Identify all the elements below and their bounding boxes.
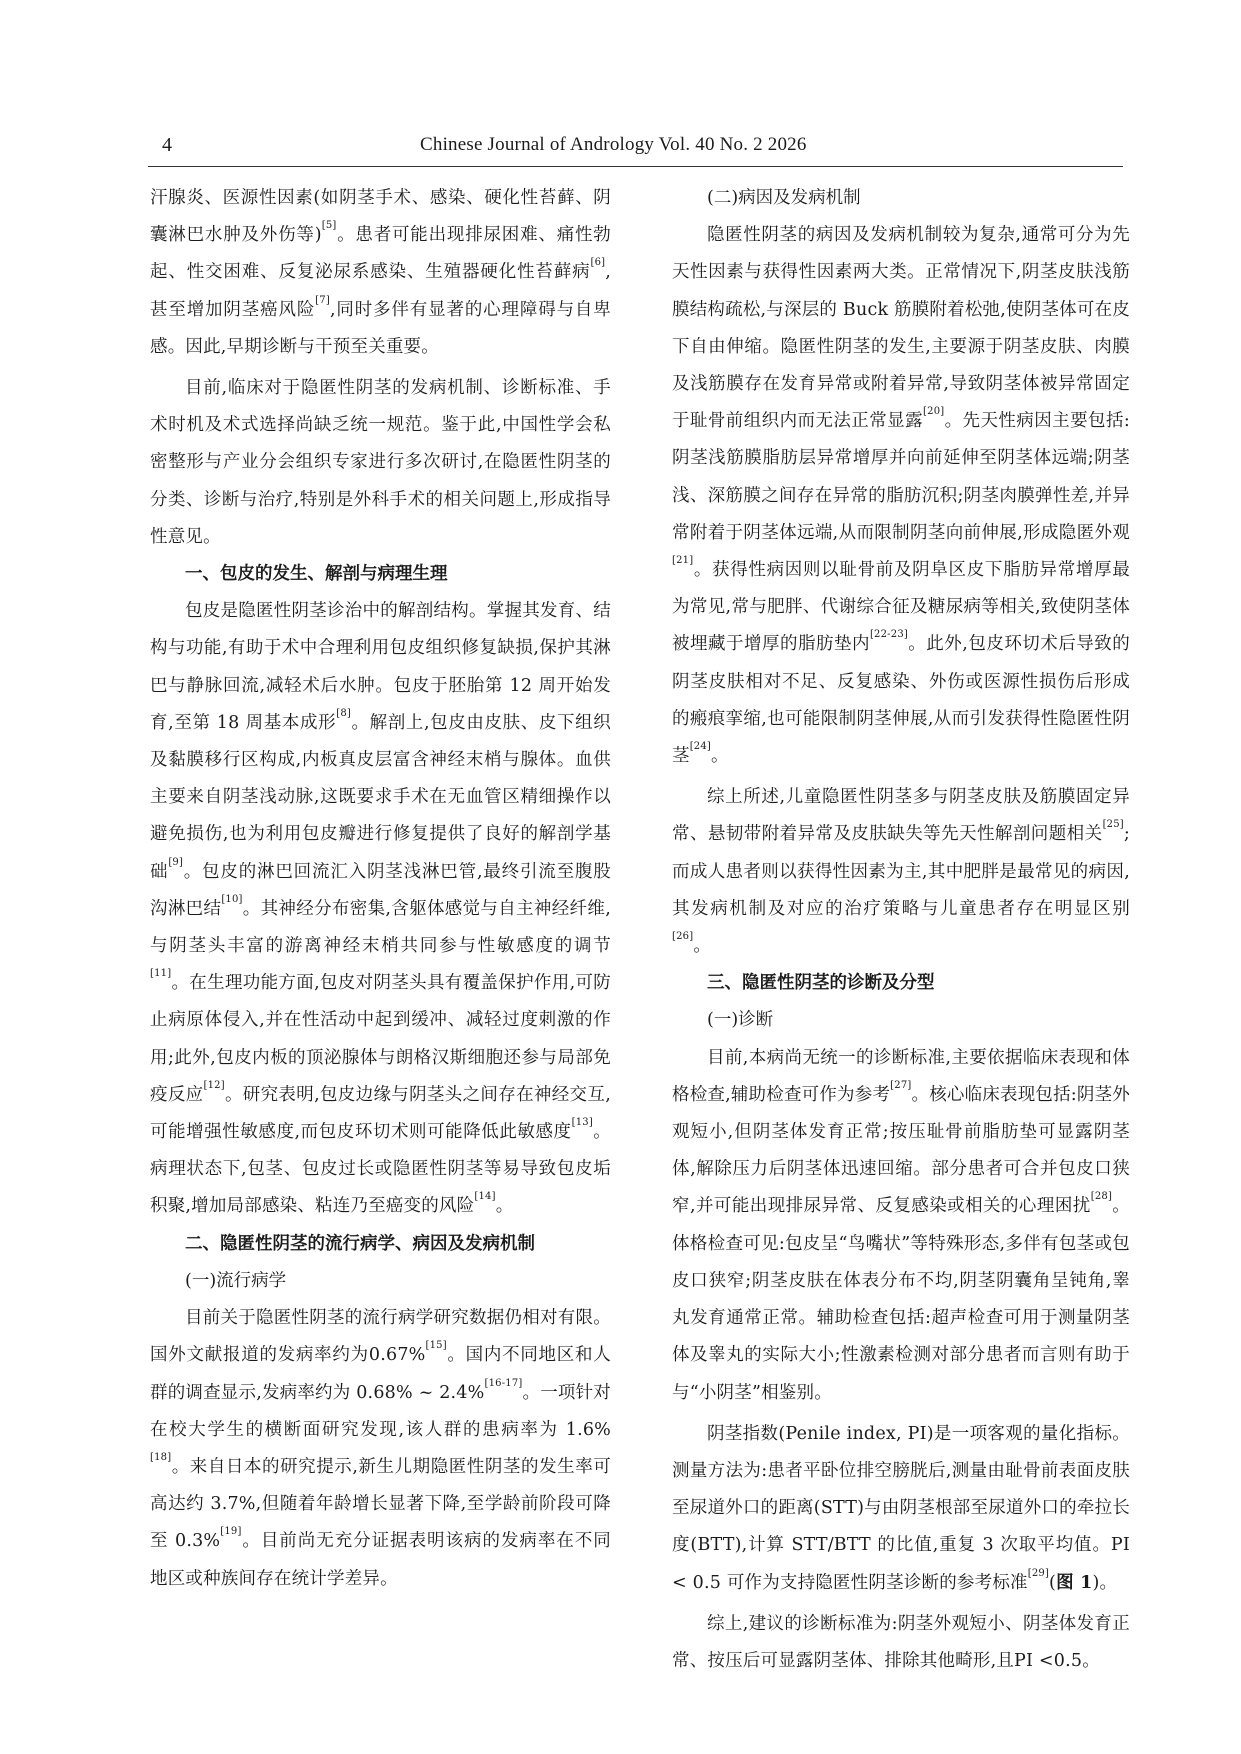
subsection-heading: (一)诊断 bbox=[707, 1010, 774, 1031]
subsection-heading: (一)流行病学 bbox=[185, 1270, 287, 1291]
page-number: 4 bbox=[162, 134, 172, 156]
paragraph: 综上,建议的诊断标准为:阴茎外观短小、阴茎体发育正常、按压后可显露阴茎体、排除其他畸形,且PI <0.5。 bbox=[672, 1613, 1130, 1671]
citation: [15] bbox=[425, 1340, 447, 1352]
citation: [20] bbox=[923, 406, 945, 418]
figure-reference[interactable]: 图 1 bbox=[1056, 1572, 1093, 1593]
citation: [14] bbox=[474, 1191, 496, 1203]
citation: [10] bbox=[221, 893, 243, 905]
citation: [19] bbox=[220, 1526, 242, 1538]
citation: [21] bbox=[672, 555, 694, 567]
citation: [16-17] bbox=[484, 1377, 523, 1389]
citation: [22-23] bbox=[869, 629, 908, 641]
citation: [5] bbox=[321, 220, 337, 232]
paragraph: 目前,本病尚无统一的诊断标准,主要依据临床表现和体格检查,辅助检查可作为参考[27]。核心临床表现包括:阴茎外观短小,但阴茎体发育正常;按压耻骨前脂肪垫可显露阴茎体,解除压力后阴茎体迅速回缩。部分患者可合并包皮口狭窄,并可能出现排尿异常、反复感染或相关的心理困扰[28]。体格检查可见:包皮呈“鸟嘴状”等特殊形态,多伴有包茎或包皮口狭窄;阴茎皮肤在体表分布不均,阴茎阴囊角呈钝角,睾丸发育通常正常。辅助检查包括:超声检查可用于测量阴茎体及睾丸的实际大小;性激素检测对部分患者而言则有助于与“小阴茎”相鉴别。 bbox=[672, 1047, 1130, 1403]
journal-title: Chinese Journal of Andrology Vol. 40 No. 2 2026 bbox=[420, 134, 807, 155]
citation: [26] bbox=[672, 931, 694, 943]
citation: [7] bbox=[315, 294, 330, 306]
paragraph: 隐匿性阴茎的病因及发病机制较为复杂,通常可分为先天性因素与获得性因素两大类。正常情况下,阴茎皮肤浅筋膜结构疏松,与深层的 Buck 筋膜附着松弛,使阴茎体可在皮下自由伸缩。隐匿性阴茎的发生,主要源于阴茎皮肤、肉膜及浅筋膜存在发育异常或附着异常,导致阴茎体被异常固定于耻骨前组织内而无法正常显露[20]。先天性病因主要包括:阴茎浅筋膜脂肪层异常增厚并向前延伸至阴茎体远端;阴茎浅、深筋膜之间存在异常的脂肪沉积;阴茎肉膜弹性差,并异常附着于阴茎体远端,从而限制阴茎向前伸展,形成隐匿外观[21]。获得性病因则以耻骨前及阴阜区皮下脂肪异常增厚最为常见,常与肥胖、代谢综合征及糖尿病等相关,致使阴茎体被埋藏于增厚的脂肪垫内[22-23]。此外,包皮环切术后导致的阴茎皮肤相对不足、反复感染、外伤或医源性损伤后形成的瘢痕挛缩,也可能限制阴茎伸展,从而引发获得性隐匿性阴茎[24]。 bbox=[672, 225, 1130, 767]
citation: [12] bbox=[203, 1079, 225, 1091]
citation: [18] bbox=[150, 1451, 172, 1463]
section-heading: 二、隐匿性阴茎的流行病学、病因及发病机制 bbox=[185, 1233, 535, 1254]
citation: [28] bbox=[1090, 1191, 1113, 1203]
paragraph: 目前,临床对于隐匿性阴茎的发病机制、诊断标准、手术时机及术式选择尚缺乏统一规范。鉴于此,中国性学会私密整形与产业分会组织专家进行多次研讨,在隐匿性阴茎的分类、诊断与治疗,特别是外科手术的相关问题上,形成指导性意见。 bbox=[150, 378, 611, 547]
subsection-heading: (二)病因及发病机制 bbox=[707, 188, 861, 208]
citation: [6] bbox=[590, 257, 606, 269]
right-column bbox=[672, 180, 1130, 1680]
left-column bbox=[150, 180, 611, 1598]
section-heading: 一、包皮的发生、解剖与病理生理 bbox=[185, 564, 448, 585]
citation: [8] bbox=[336, 707, 352, 719]
paragraph: 阴茎指数(Penile index, PI)是一项客观的量化指标。测量方法为:患者平卧位排空膀胱后,测量由耻骨前表面皮肤至尿道外口的距离(STT)与由阴茎根部至尿道外口的牵拉长度(BTT),计算 STT/BTT 的比值,重复 3 次取平均值。PI < 0.5 可作为支持隐匿性阴茎诊断的参考标准[29](图 1)。 bbox=[672, 1423, 1130, 1593]
citation: [13] bbox=[571, 1117, 593, 1129]
citation: [25] bbox=[1102, 819, 1124, 831]
citation: [24] bbox=[689, 741, 712, 753]
citation: [27] bbox=[890, 1079, 912, 1091]
section-heading: 三、隐匿性阴茎的诊断及分型 bbox=[707, 973, 935, 994]
paragraph: 汗腺炎、医源性因素(如阴茎手术、感染、硬化性苔藓、阴囊淋巴水肿及外伤等)[5]。患者可能出现排尿困难、痛性勃起、性交困难、反复泌尿系感染、生殖器硬化性苔藓病[6],甚至增加阴茎癌风险[7],同时多伴有显著的心理障碍与自卑感。因此,早期诊断与干预至关重要。 bbox=[150, 188, 612, 357]
citation: [9] bbox=[168, 856, 184, 868]
running-header bbox=[148, 126, 1123, 167]
paragraph: 目前关于隐匿性阴茎的流行病学研究数据仍相对有限。国外文献报道的发病率约为0.67%[15]。国内不同地区和人群的调查显示,发病率约为 0.68% ~ 2.4%[16-17]。一项针对在校大学生的横断面研究发现,该人群的患病率为 1.6%[18]。来自日本的研究提示,新生儿期隐匿性阴茎的发生率可高达约 3.7%,但随着年龄增长显著下降,至学龄前阶段可降至 0.3%[19]。目前尚无充分证据表明该病的发病率在不同地区或种族间存在统计学差异。 bbox=[150, 1308, 611, 1589]
paragraph: 包皮是隐匿性阴茎诊治中的解剖结构。掌握其发育、结构与功能,有助于术中合理利用包皮组织修复缺损,保护其淋巴与静脉回流,减轻术后水肿。包皮于胚胎第 12 周开始发育,至第 18 周基本成形[8]。解剖上,包皮由皮肤、皮下组织及黏膜移行区构成,内板真皮层富含神经末梢与腺体。血供主要来自阴茎浅动脉,这既要求手术在无血管区精细操作以避免损伤,也为利用包皮瓣进行修复提供了良好的解剖学基础[9]。包皮的淋巴回流汇入阴茎浅淋巴管,最终引流至腹股沟淋巴结[10]。其神经分布密集,含躯体感觉与自主神经纤维,与阴茎头丰富的游离神经末梢共同参与性敏感度的调节[11]。在生理功能方面,包皮对阴茎头具有覆盖保护作用,可防止病原体侵入,并在性活动中起到缓冲、减轻过度刺激的作用;此外,包皮内板的顶泌腺体与朗格汉斯细胞还参与局部免疫反应[12]。研究表明,包皮边缘与阴茎头之间存在神经交互,可能增强性敏感度,而包皮环切术则可能降低此敏感度[13]。病理状态下,包茎、包皮过长或隐匿性阴茎等易导致包皮垢积聚,增加局部感染、粘连乃至癌变的风险[14]。 bbox=[150, 601, 612, 1217]
citation: [11] bbox=[150, 968, 172, 980]
citation: [29] bbox=[1027, 1567, 1050, 1579]
paragraph: 综上所述,儿童隐匿性阴茎多与阴茎皮肤及筋膜固定异常、悬韧带附着异常及皮肤缺失等先天性解剖问题相关[25];而成人患者则以获得性因素为主,其中肥胖是最常见的病因,其发病机制及对应的治疗策略与儿童患者存在明显区别[26]。 bbox=[672, 787, 1130, 957]
